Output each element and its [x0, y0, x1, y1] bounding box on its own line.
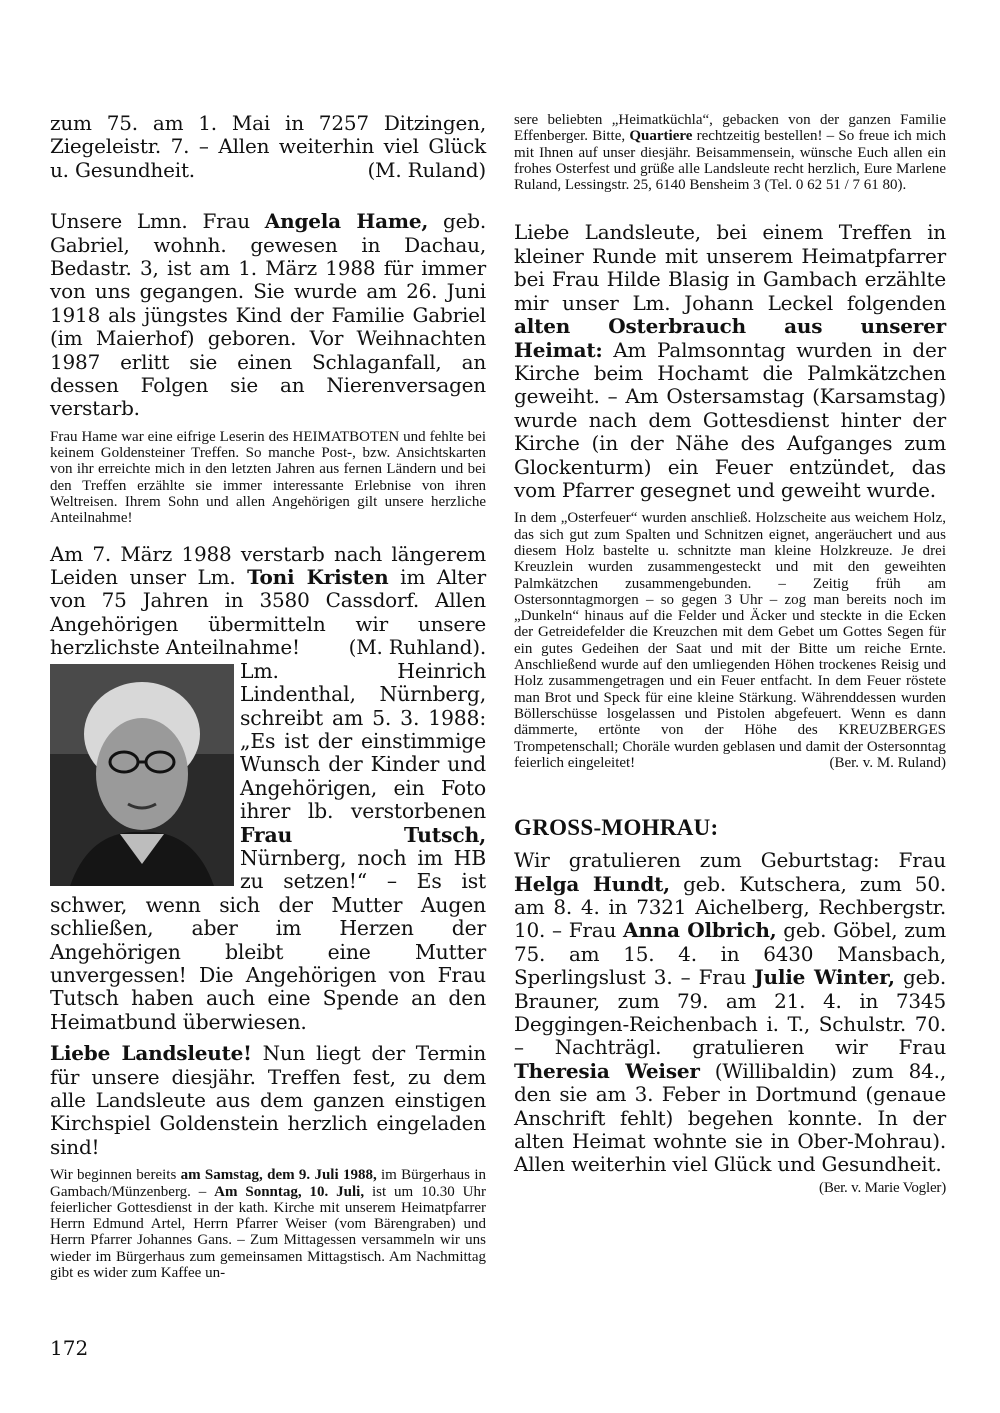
- paragraph-obituary-hame: [50, 210, 486, 421]
- text: geb. Brauner, zum 79. am 21. 4. in 7345 Deggingen-Reichenbach i. T., Schulstr. 70. – Nachträgl. gratulieren wir Frau: [514, 965, 946, 1060]
- paragraph-tutsch: [50, 660, 486, 1035]
- text: rechtzeitig bestellen! – So freue ich mich mit Ihnen auf unser diesjähr. Beisammensein, wünsche Euch allen ein frohes Osterfest und grüße alle Landsleute recht herzlich, Eure Marlene Ruland, Lessingstr. 25, 6140 Bensheim 3 (Tel. 0 62 51 / 7 61 80).: [514, 128, 946, 194]
- author-signature: (M. Ruland): [367, 157, 486, 182]
- person-name: Helga Hundt,: [514, 871, 670, 896]
- paragraph-obituary-kristen: [50, 543, 486, 660]
- paragraph-meeting-announcement: [50, 1042, 486, 1159]
- person-name: Julie Winter,: [754, 965, 895, 990]
- person-name: Angela Hame,: [264, 209, 429, 234]
- text: sere beliebten „Heimatküchla“, gebacken von der ganzen Familie Effenberger. Bitte,: [514, 112, 946, 145]
- paragraph-easter-fire: [514, 510, 946, 771]
- paragraph-meeting-schedule: [50, 1167, 486, 1281]
- lead-text: Liebe Landsleute!: [50, 1041, 252, 1066]
- author-signature: (Ber. v. Marie Vogler): [819, 1179, 946, 1196]
- text: Lm. Heinrich Lindenthal, Nürnberg, schreibt am 5. 3. 1988: „Es ist der einstimmige Wunsch der Kinder und Angehörigen, ein Foto ihrer lb. verstorbenen: [240, 658, 486, 824]
- text: Nürnberg, noch im HB zu setzen!“ – Es ist schwer, wenn sich der Mutter Augen schließen, aber im Herzen der Angehörigen bleibt eine Mutter unvergessen! Die Angehörigen von Frau Tutsch haben auch eine Spende an den Heimatbund überwiesen.: [50, 845, 486, 1034]
- bold-phrase: alten Osterbrauch aus unserer Heimat:: [514, 314, 946, 362]
- text: geb. Gabriel, wohnh. gewesen in Dachau, Bedastr. 3, ist am 1. März 1988 für immer von uns gegangen. Sie wurde am 26. Juni 1918 als jüngstes Kind der Familie Gabriel (im Maierhof) geboren. Vor Weihnachten 1987 erlitt sie einen Schlaganfall, an dessen Folgen sie an Nierenversagen verstarb.: [50, 209, 486, 421]
- text: In dem „Osterfeuer“ wurden anschließ. Holzscheite aus weichem Holz, das sich gut zum Spalten und Schnitzen eignet, angeräuchert und aus diesem Holz bastelte u. schnitzte man kleine Holzkreuze. Je drei Kreuzlein wurden zusammengesteckt und mit den geweihten Palmkätzchen zusammengebunden. – Zeitig früh am Ostersonntagmorgen – so gegen 3 Uhr – zog man bereits noch im „Dunkeln“ hinaus auf die Felder und Äcker und steckte in die Ecken der Getreidefelder die Kreuzchen mit dem Gebet um Gottes Segen für ein gutes Gedeihen der Saat und mit der Bitte um reiche Ernte. Anschließend wurde auf den umliegenden Höhen trockenes Reisig und Holz zusammengetragen und ein Feuer entfacht. In dem Feuer röstete man Brot und Speck für eine kleine Stärkung. Währenddessen wurden Böllerschüsse losgelassen und Pistolen abgefeuert. Wenn es dann dämmerte, ertönte von der Höhe des KREUZBERGES Trompetenschall; Choräle wurden geblasen und damit der Ostersonntag feierlich eingeleitet!: [514, 510, 946, 771]
- paragraph-text: zum 75. am 1. Mai in 7257 Ditzingen, Ziegeleistr. 7. – Allen weiterhin viel Glück u. Gesundheit.: [50, 111, 486, 182]
- text: Am 7. März 1988 verstarb nach längerem Leiden unser Lm.: [50, 541, 486, 590]
- person-name: Theresia Weiser: [514, 1058, 700, 1083]
- text: ist um 10.30 Uhr feierlicher Gottesdienst in der kath. Kirche mit unserem Heimatpfarrer Herrn Edmund Artel, Herrn Pfarrer Weiser (vom Bärengraben) und Herrn Pfarrer Johannes Gans. – Zum Mittagessen versammeln wir uns wieder im Bürgerhaus zum gemeinsamen Mittagstisch. Am Nachmittag gibt es wider zum Kaffee un-: [50, 1183, 486, 1281]
- paragraph-hame-remembrance: Frau Hame war eine eifrige Leserin des HEIMATBOTEN und fehlte bei keinem Goldensteiner Treffen. So manche Post-, bzw. Ansichtskarten von ihr erreichte mich in den letzten Jahren aus fernen Ländern und bei den Treffen erzählte sie immer interessante Erlebnise von ihren Weltreisen. Ihrem Sohn und allen Angehörigen gilt unsere herzliche Anteilnahme!: [50, 428, 486, 527]
- portrait-illustration: [50, 664, 234, 886]
- text: (Willibaldin) zum 84., den sie am 3. Feber in Dortmund (genaue Anschrift fehlt) begehen konnte. In der alten Heimat wohnte sie in Ober-Mohrau). Allen weiterhin viel Glück und Gesundheit.: [514, 1058, 946, 1177]
- person-name: Toni Kristen: [247, 565, 389, 590]
- portrait-photo: [50, 664, 234, 886]
- paragraph-meeting-continued: [514, 112, 946, 193]
- page-number: 172: [50, 1336, 89, 1360]
- person-name: Anna Olbrich,: [623, 918, 777, 943]
- text: Unsere Lmn. Frau: [50, 209, 265, 234]
- text: Liebe Landsleute, bei einem Treffen in kleiner Runde mit unserem Heimatpfarrer bei Frau Hilde Blasig in Gambach erzählte mir unser Lm. Johann Leckel folgenden: [514, 220, 946, 315]
- text: geb. Kutschera, zum 50. am 8. 4. in 7321 Aichelberg, Rechbergstr. 10. – Frau: [514, 871, 947, 943]
- paragraph-birthday-ending: [50, 112, 486, 182]
- bold-word: Quartiere: [629, 128, 693, 145]
- date-highlight: Am Sonntag, 10. Juli,: [214, 1183, 365, 1200]
- text: Nun liegt der Termin für unsere diesjähr. Treffen fest, zu dem alle Landsleute aus dem ganzen einstigen Kirchspiel Goldenstein herzlich eingeladen sind!: [50, 1041, 486, 1159]
- text: geb. Göbel, zum 75. am 15. 4. in 6430 Mansbach, Sperlingslust 3. – Frau: [514, 918, 946, 990]
- person-name: Frau Tutsch,: [240, 822, 486, 847]
- section-heading: GROSS-MOHRAU:: [514, 815, 719, 841]
- text: im Alter von 75 Jahren in 3580 Cassdorf. Allen Angehörigen übermitteln wir unsere herzlichste Anteilnahme!: [50, 565, 486, 660]
- paragraph-easter-custom-intro: [514, 221, 946, 502]
- date-highlight: am Samstag, dem 9. Juli 1988,: [180, 1167, 377, 1184]
- author-signature: (M. Ruhland).: [348, 635, 486, 660]
- text: Am Palmsonntag wurden in der Kirche beim Hochamt die Palmkätzchen geweiht. – Am Ostersamstag (Karsamstag) wurde nach dem Gottesdienst hinter der Kirche (in der Nähe des Aufganges zum Glockenturm) ein Feuer entzündet, das vom Pfarrer gesegnet und geweiht wurde.: [514, 337, 946, 502]
- text: Wir beginnen bereits: [50, 1167, 181, 1184]
- right-column: [514, 112, 946, 1200]
- text: Wir gratulieren zum Geburtstag: Frau: [514, 848, 946, 873]
- author-signature: (Ber. v. M. Ruland): [829, 754, 946, 771]
- paragraph-birthdays-gross-mohrau: [514, 848, 947, 1196]
- left-column: [50, 112, 486, 1281]
- text: im Bürgerhaus in Gambach/Münzenberg. –: [50, 1167, 486, 1200]
